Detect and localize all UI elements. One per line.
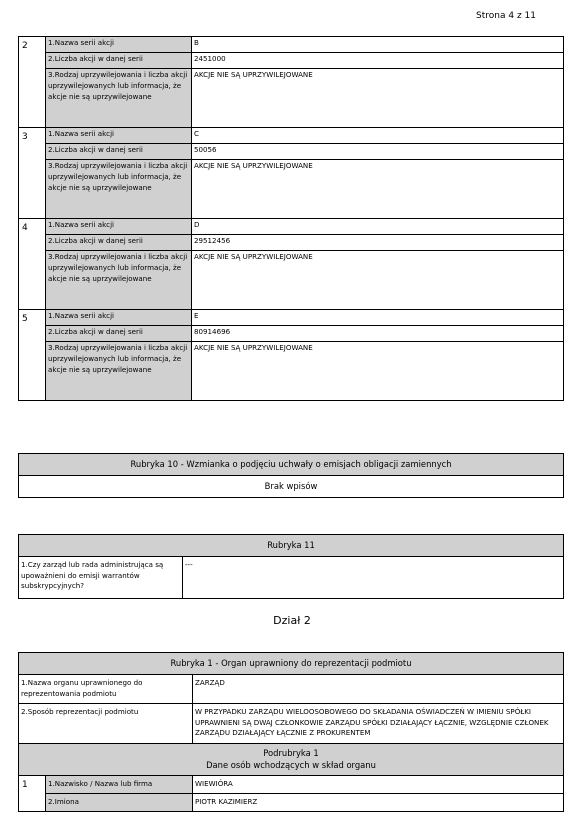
series-count-label: 2.Liczba akcji w danej serii <box>46 144 192 160</box>
rubryka-1-title: Rubryka 1 - Organ uprawniony do reprezentacji podmiotu <box>19 653 564 675</box>
series-number: 3 <box>19 128 46 219</box>
series-name-value: D <box>192 219 564 235</box>
series-name-value: B <box>192 37 564 53</box>
series-count-value: 50056 <box>192 144 564 160</box>
dzial-heading: Dział 2 <box>273 614 311 627</box>
surname-label: 1.Nazwisko / Nazwa lub firma <box>46 776 193 794</box>
rubryka-11-table <box>18 534 564 599</box>
series-number: 5 <box>19 310 46 401</box>
series-count-value: 2451000 <box>192 53 564 69</box>
series-name-value: C <box>192 128 564 144</box>
series-row-count <box>19 326 564 342</box>
organ-label: 1.Nazwa organu uprawnionego do reprezentowania podmiotu <box>19 674 193 703</box>
sposob-label: 2.Sposób reprezentacji podmiotu <box>19 703 193 743</box>
series-name-label: 1.Nazwa serii akcji <box>46 310 192 326</box>
share-series-table <box>18 36 564 401</box>
surname-value: WIEWIÓRA <box>193 776 564 794</box>
rubryka-10-title: Rubryka 10 - Wzmianka o podjęciu uchwały o emisjach obligacji zamiennych <box>19 454 564 476</box>
series-name-value: E <box>192 310 564 326</box>
rubryka-11-title: Rubryka 11 <box>19 535 564 557</box>
series-count-label: 2.Liczba akcji w danej serii <box>46 235 192 251</box>
series-row-privilege <box>19 69 564 128</box>
series-number: 2 <box>19 37 46 128</box>
series-row-privilege <box>19 160 564 219</box>
series-row-name <box>19 310 564 326</box>
series-count-value: 29512456 <box>192 235 564 251</box>
series-privilege-label: 3.Rodzaj uprzywilejowania i liczba akcji uprzywilejowanych lub informacja, że akcje nie są uprzywilejowane <box>46 342 192 401</box>
series-privilege-value: AKCJE NIE SĄ UPRZYWILEJOWANE <box>192 251 564 310</box>
series-privilege-label: 3.Rodzaj uprzywilejowania i liczba akcji uprzywilejowanych lub informacja, że akcje nie są uprzywilejowane <box>46 251 192 310</box>
series-row-count <box>19 144 564 160</box>
series-row-name <box>19 37 564 53</box>
series-privilege-label: 3.Rodzaj uprzywilejowania i liczba akcji uprzywilejowanych lub informacja, że akcje nie są uprzywilejowane <box>46 160 192 219</box>
series-row-count <box>19 235 564 251</box>
series-count-label: 2.Liczba akcji w danej serii <box>46 326 192 342</box>
series-row-name <box>19 128 564 144</box>
person-number: 1 <box>19 776 46 812</box>
rubryka-10-value: Brak wpisów <box>19 475 564 497</box>
series-row-name <box>19 219 564 235</box>
series-name-label: 1.Nazwa serii akcji <box>46 219 192 235</box>
series-row-privilege <box>19 342 564 401</box>
organ-value: ZARZĄD <box>193 674 564 703</box>
names-label: 2.Imiona <box>46 794 193 812</box>
page-number: Strona 4 z 11 <box>476 11 536 21</box>
podrubryka-title: Podrubryka 1 <box>263 747 319 758</box>
names-value: PIOTR KAZIMIERZ <box>193 794 564 812</box>
series-privilege-label: 3.Rodzaj uprzywilejowania i liczba akcji uprzywilejowanych lub informacja, że akcje nie są uprzywilejowane <box>46 69 192 128</box>
series-name-label: 1.Nazwa serii akcji <box>46 37 192 53</box>
rubryka-1-table <box>18 652 564 812</box>
series-row-privilege <box>19 251 564 310</box>
podrubryka-header <box>19 743 564 776</box>
series-count-label: 2.Liczba akcji w danej serii <box>46 53 192 69</box>
series-row-count <box>19 53 564 69</box>
rubryka-11-question: 1.Czy zarząd lub rada administrująca są upoważnieni do emisji warrantów subskrypcyjnych? <box>19 556 183 598</box>
sposob-value: W PRZYPADKU ZARZĄDU WIELOOSOBOWEGO DO SKŁADANIA OŚWIADCZEŃ W IMIENIU SPÓŁKI UPRAWNIENI SĄ DWAJ CZŁONKOWIE ZARZĄDU SPÓŁKI DZIAŁAJĄCY ŁĄCZNIE, WZGLĘDNIE CZŁONEK ZARZĄDU DZIAŁAJĄCY ŁĄCZNIE Z PROKURENTEM <box>193 703 564 743</box>
series-name-label: 1.Nazwa serii akcji <box>46 128 192 144</box>
series-number: 4 <box>19 219 46 310</box>
series-privilege-value: AKCJE NIE SĄ UPRZYWILEJOWANE <box>192 342 564 401</box>
rubryka-10-table <box>18 453 564 498</box>
series-count-value: 80914696 <box>192 326 564 342</box>
series-privilege-value: AKCJE NIE SĄ UPRZYWILEJOWANE <box>192 69 564 128</box>
rubryka-11-answer: --- <box>183 556 564 598</box>
podrubryka-subtitle: Dane osób wchodzących w skład organu <box>206 759 376 770</box>
series-privilege-value: AKCJE NIE SĄ UPRZYWILEJOWANE <box>192 160 564 219</box>
